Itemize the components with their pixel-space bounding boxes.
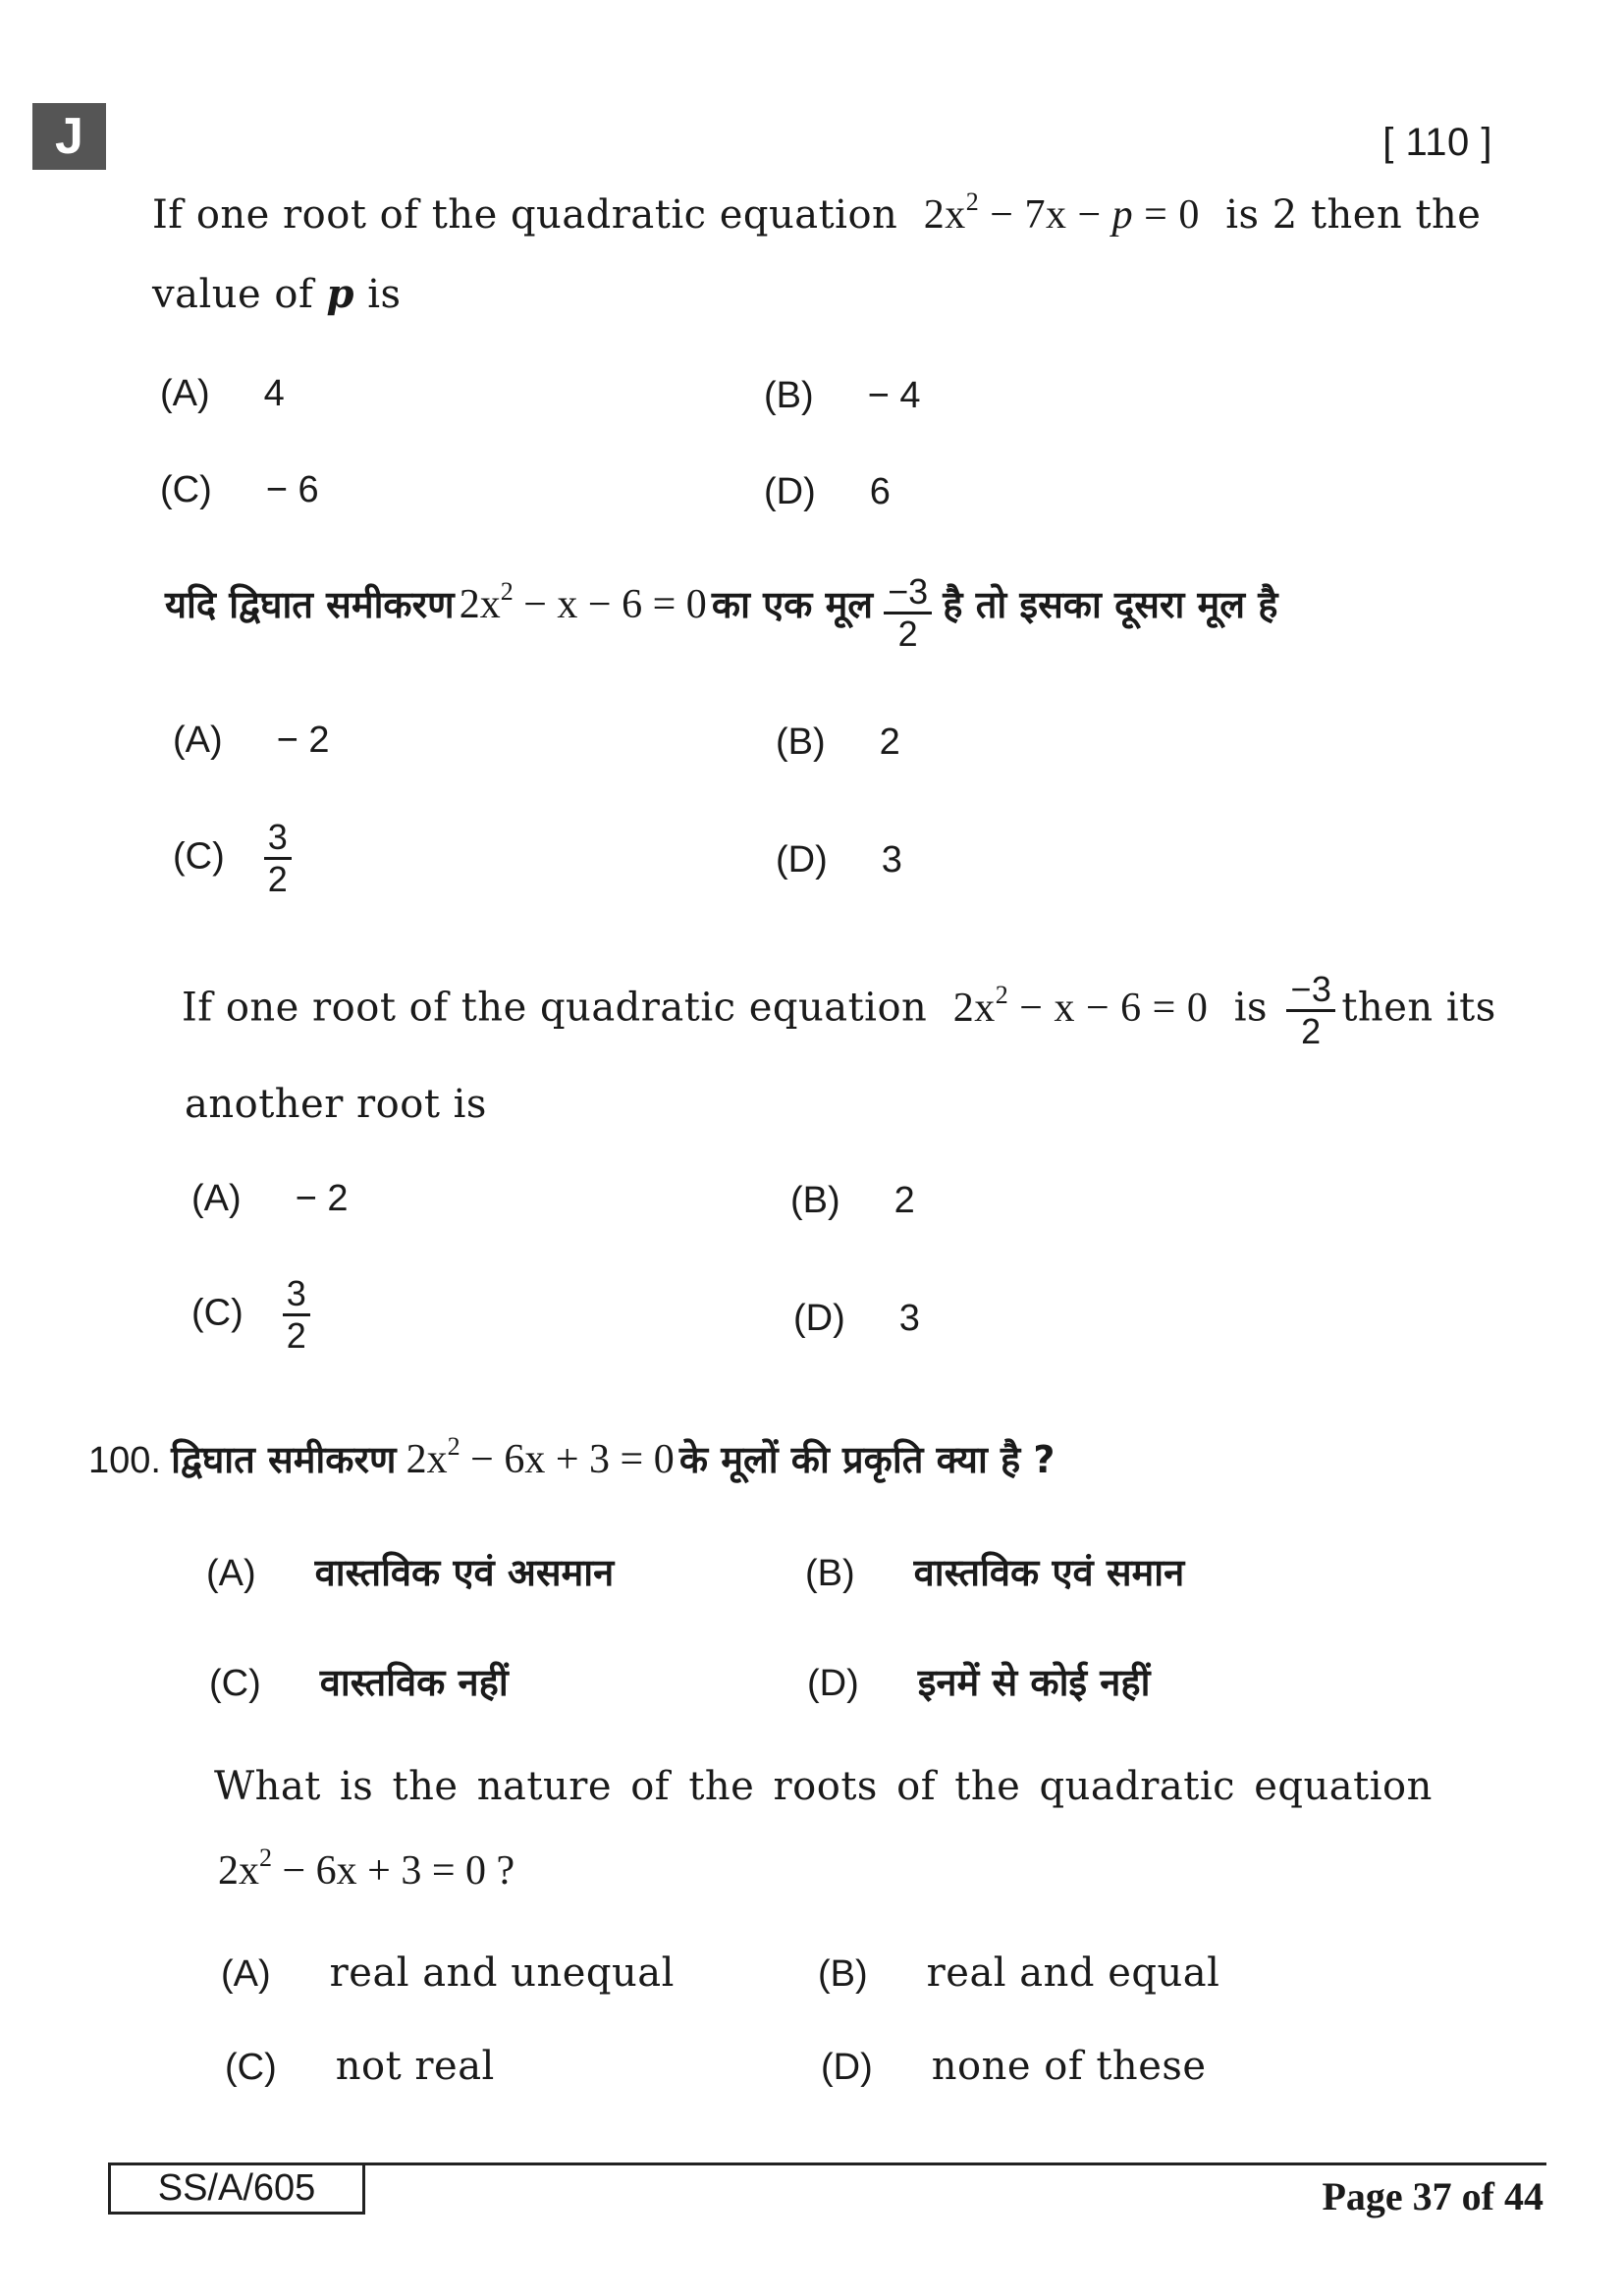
- q100-hindi-question: [88, 1433, 1055, 1484]
- eq-part: 2x: [923, 192, 966, 238]
- option-label: (B): [805, 1553, 855, 1594]
- q2-hindi-option-a[interactable]: [173, 720, 330, 762]
- option-label: (B): [790, 1180, 840, 1221]
- eq-part: − x − 6 = 0: [513, 582, 707, 627]
- option-label: (C): [173, 835, 225, 878]
- option-value: 3: [881, 839, 902, 881]
- q2-hindi-text: यदि द्विघात समीकरण: [165, 583, 455, 626]
- q100-english-option-d[interactable]: [821, 2044, 1207, 2089]
- option-label: (B): [818, 1953, 868, 1995]
- eq-part: = 0: [1133, 192, 1200, 238]
- option-value: 2: [879, 721, 900, 763]
- eq-exponent: 2: [447, 1432, 460, 1461]
- fraction-numerator: −3: [884, 574, 932, 614]
- q1-text: value of: [152, 272, 314, 317]
- eq-part: 2x: [459, 582, 501, 627]
- q1-text: If one root of the quadratic equation: [152, 192, 898, 238]
- q1-var: p: [326, 271, 354, 317]
- q2-english-text: is: [1233, 985, 1269, 1031]
- q2-hindi-equation: [459, 577, 707, 627]
- q1-equation: [923, 187, 1200, 238]
- option-label: (D): [807, 1663, 859, 1704]
- q100-english-equation: [218, 1843, 515, 1895]
- option-value: इनमें से कोई नहीं: [917, 1661, 1151, 1704]
- eq-var: p: [1111, 192, 1134, 238]
- q100-hindi-equation: [406, 1432, 675, 1482]
- fraction-denominator: 2: [1301, 1011, 1322, 1051]
- q100-english-option-c[interactable]: [225, 2044, 495, 2089]
- option-value: none of these: [931, 2044, 1207, 2089]
- option-label: (A): [221, 1953, 271, 1995]
- option-label: (A): [173, 720, 223, 761]
- q1-line1: [152, 187, 1482, 238]
- option-label: (B): [776, 721, 826, 763]
- question-number: 100.: [88, 1440, 161, 1481]
- q2-english-equation: [952, 980, 1209, 1031]
- eq-part: 2x: [406, 1437, 448, 1482]
- option-value: − 2: [276, 720, 330, 761]
- option-value: not real: [335, 2044, 495, 2089]
- option-label: (A): [206, 1553, 256, 1594]
- option-label: (A): [191, 1178, 242, 1219]
- fraction: [264, 817, 292, 899]
- option-value: वास्तविक एवं असमान: [314, 1551, 615, 1594]
- q100-english-option-b[interactable]: [818, 1950, 1220, 1996]
- fraction: [283, 1273, 310, 1356]
- option-value: 4: [263, 373, 285, 414]
- q1-option-d[interactable]: [764, 471, 891, 513]
- option-value: 3: [898, 1298, 920, 1339]
- q2-english-option-a[interactable]: [191, 1178, 349, 1220]
- option-label: (C): [225, 2047, 277, 2088]
- q2-english-text: If one root of the quadratic equation: [182, 985, 928, 1031]
- q2-hindi-option-d[interactable]: [776, 839, 902, 881]
- option-value: वास्तविक नहीं: [319, 1661, 509, 1704]
- option-label: (C): [160, 469, 212, 510]
- fraction-denominator: 2: [897, 614, 918, 654]
- q2-hindi-option-b[interactable]: [776, 721, 900, 764]
- q1-option-b[interactable]: [764, 375, 921, 417]
- eq-part: − x − 6 = 0: [1008, 985, 1209, 1031]
- q2-hindi-option-c[interactable]: [173, 817, 298, 899]
- q2-hindi-text: है तो इसका दूसरा मूल है: [943, 583, 1278, 626]
- fraction-denominator: 2: [286, 1315, 306, 1356]
- eq-exponent: 2: [259, 1843, 272, 1872]
- eq-part: 2x: [218, 1848, 259, 1894]
- option-value: real and unequal: [329, 1950, 675, 1996]
- q1-text: is 2 then the: [1225, 192, 1482, 238]
- fraction-numerator: 3: [264, 820, 292, 860]
- q1-line2: [152, 271, 402, 317]
- option-value: 2: [893, 1180, 915, 1221]
- option-value: − 2: [295, 1178, 349, 1219]
- q1-text: is: [367, 272, 402, 317]
- eq-part: 2x: [952, 985, 996, 1031]
- q100-hindi-option-a[interactable]: [206, 1546, 614, 1597]
- q2-english-line1: [182, 969, 1496, 1051]
- q2-english-option-b[interactable]: [790, 1180, 915, 1222]
- option-value: − 4: [867, 375, 921, 416]
- q100-hindi-text: द्विघात समीकरण: [171, 1438, 397, 1481]
- q1-option-a[interactable]: [160, 373, 285, 415]
- page-number: Page 37 of 44: [1322, 2174, 1543, 2218]
- fraction-denominator: 2: [267, 859, 288, 899]
- fraction-numerator: 3: [283, 1276, 310, 1316]
- option-label: (D): [764, 471, 816, 512]
- eq-exponent: 2: [965, 187, 980, 216]
- q2-english-option-c[interactable]: [191, 1273, 316, 1356]
- option-label: (B): [764, 375, 814, 416]
- option-label: (D): [793, 1298, 845, 1339]
- option-value: 6: [869, 471, 891, 512]
- option-label: (C): [191, 1292, 244, 1334]
- option-label: (D): [776, 839, 828, 881]
- fraction-numerator: −3: [1286, 972, 1335, 1012]
- fraction: [1286, 969, 1335, 1051]
- set-code-badge: J: [32, 103, 106, 170]
- eq-part: − 6x + 3 = 0: [460, 1437, 675, 1482]
- option-label: (D): [821, 2047, 873, 2088]
- option-label: (A): [160, 373, 210, 414]
- option-label: (C): [209, 1663, 261, 1704]
- fraction: [884, 571, 932, 654]
- q2-english-option-d[interactable]: [793, 1298, 920, 1340]
- q100-hindi-option-b[interactable]: [805, 1546, 1184, 1597]
- eq-part: − 7x −: [979, 192, 1112, 238]
- paper-code: SS/A/605: [108, 2163, 365, 2215]
- eq-exponent: 2: [995, 980, 1009, 1009]
- q100-english-option-a[interactable]: [221, 1950, 675, 1996]
- q2-english-line2: another root is: [185, 1082, 487, 1127]
- q1-option-c[interactable]: [160, 469, 319, 511]
- q100-hindi-option-d[interactable]: [807, 1656, 1150, 1707]
- page-marker: [ 110 ]: [1382, 121, 1492, 164]
- eq-part: − 6x + 3 = 0 ?: [272, 1848, 515, 1894]
- q100-hindi-option-c[interactable]: [209, 1656, 509, 1707]
- eq-exponent: 2: [500, 577, 514, 606]
- q2-hindi-text: का एक मूल: [711, 583, 874, 626]
- q2-english-text: then its: [1341, 985, 1496, 1031]
- option-value: real and equal: [926, 1950, 1220, 1996]
- q100-hindi-text: के मूलों की प्रकृति क्या है ?: [678, 1438, 1056, 1481]
- option-value: − 6: [265, 469, 319, 510]
- q2-hindi-question: [165, 571, 1278, 654]
- q100-english-line1: What is the nature of the roots of the quadratic equation: [214, 1764, 1433, 1809]
- option-value: वास्तविक एवं समान: [913, 1551, 1185, 1594]
